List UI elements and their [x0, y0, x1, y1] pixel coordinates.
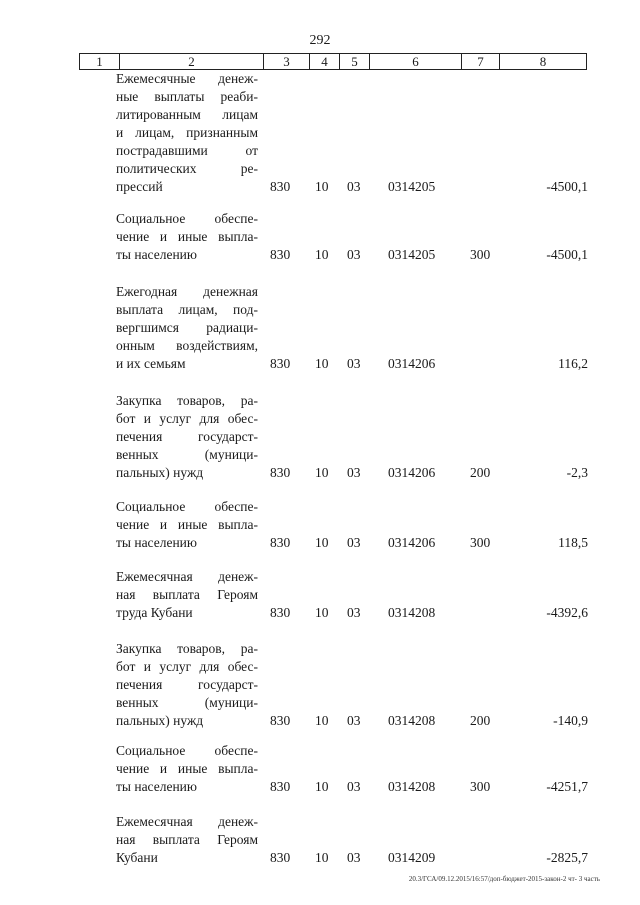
- page-number: 292: [309, 33, 331, 48]
- table-header-row: [79, 53, 587, 70]
- row-description: [116, 283, 258, 373]
- cell-col7: 300: [470, 535, 491, 550]
- header-cell-4: 4: [310, 54, 340, 69]
- cell-col5: 03: [347, 356, 361, 371]
- description-line: Ежемесячная денеж-: [116, 814, 258, 829]
- header-cell-6: 6: [370, 54, 462, 69]
- cell-col3: 830: [270, 779, 291, 794]
- cell-col5: 03: [347, 779, 361, 794]
- description-line: ная выплата Героям: [116, 832, 258, 847]
- description-line: Закупка товаров, ра-: [116, 393, 258, 408]
- cell-col3: 830: [270, 713, 291, 728]
- cell-col4: 10: [315, 605, 329, 620]
- row-description: [116, 640, 258, 730]
- cell-col6: 0314208: [388, 605, 436, 620]
- row-description: [116, 392, 258, 482]
- description-line: Закупка товаров, ра-: [116, 641, 258, 656]
- description-line: печения государст-: [116, 429, 258, 444]
- cell-col3: 830: [270, 465, 291, 480]
- row-description: [116, 813, 258, 867]
- row-description: [116, 742, 258, 796]
- cell-col3: 830: [270, 605, 291, 620]
- cell-col8: -4500,1: [546, 247, 588, 262]
- row-description: [116, 70, 258, 196]
- description-line: ты населению: [116, 779, 197, 794]
- description-line: Социальное обеспе-: [116, 211, 258, 226]
- description-line: пальных) нужд: [116, 465, 204, 480]
- cell-col8: -4251,7: [546, 779, 588, 794]
- cell-col3: 830: [270, 535, 291, 550]
- description-line: бот и услуг для обес-: [116, 411, 258, 426]
- description-line: онным воздействиям,: [116, 338, 258, 353]
- cell-col4: 10: [315, 535, 329, 550]
- description-line: венных (муници-: [116, 447, 258, 462]
- cell-col5: 03: [347, 465, 361, 480]
- description-line: пальных) нужд: [116, 713, 204, 728]
- description-line: труда Кубани: [116, 605, 193, 620]
- description-line: Кубани: [116, 850, 158, 865]
- description-line: и лицам, признанным: [116, 125, 258, 140]
- cell-col4: 10: [315, 713, 329, 728]
- description-line: чение и иные выпла-: [116, 517, 258, 532]
- cell-col3: 830: [270, 247, 291, 262]
- cell-col6: 0314208: [388, 713, 436, 728]
- cell-col4: 10: [315, 247, 329, 262]
- description-line: Ежемесячные денеж-: [116, 71, 258, 86]
- description-line: политических ре-: [116, 161, 258, 176]
- cell-col5: 03: [347, 605, 361, 620]
- description-line: чение и иные выпла-: [116, 761, 258, 776]
- description-line: Социальное обеспе-: [116, 743, 258, 758]
- cell-col3: 830: [270, 356, 291, 371]
- description-line: Ежемесячная денеж-: [116, 569, 258, 584]
- description-line: прессий: [116, 179, 163, 194]
- cell-col4: 10: [315, 779, 329, 794]
- cell-col4: 10: [315, 850, 329, 865]
- cell-col4: 10: [315, 356, 329, 371]
- cell-col6: 0314209: [388, 850, 436, 865]
- description-line: венных (муници-: [116, 695, 258, 710]
- cell-col4: 10: [315, 179, 329, 194]
- row-description: [116, 210, 258, 264]
- description-line: ты населению: [116, 247, 197, 262]
- cell-col7: 300: [470, 779, 491, 794]
- cell-col5: 03: [347, 179, 361, 194]
- footer-stamp: 20.3/ГСА/09.12.2015/16:57/доп-бюджет-2015-закон-2 чт- 3 часть: [408, 875, 600, 883]
- cell-col6: 0314205: [388, 179, 436, 194]
- description-line: печения государст-: [116, 677, 258, 692]
- cell-col3: 830: [270, 179, 291, 194]
- description-line: вергшимся радиаци-: [116, 320, 258, 335]
- header-cell-2: 2: [120, 54, 264, 69]
- header-cell-1: 1: [80, 54, 120, 69]
- description-line: ты населению: [116, 535, 197, 550]
- cell-col8: -2825,7: [546, 850, 588, 865]
- description-line: ные выплаты реаби-: [116, 89, 258, 104]
- cell-col8: -4392,6: [546, 605, 588, 620]
- description-line: чение и иные выпла-: [116, 229, 258, 244]
- description-line: Ежегодная денежная: [116, 284, 258, 299]
- cell-col8: -4500,1: [546, 179, 588, 194]
- description-line: литированным лицам: [116, 107, 258, 122]
- cell-col7: 200: [470, 713, 491, 728]
- header-cell-5: 5: [340, 54, 370, 69]
- cell-col3: 830: [270, 850, 291, 865]
- cell-col7: 300: [470, 247, 491, 262]
- cell-col8: 118,5: [558, 535, 588, 550]
- header-cell-3: 3: [264, 54, 310, 69]
- description-line: и их семьям: [116, 356, 186, 371]
- cell-col6: 0314208: [388, 779, 436, 794]
- cell-col4: 10: [315, 465, 329, 480]
- description-line: бот и услуг для обес-: [116, 659, 258, 674]
- header-cell-8: 8: [539, 54, 547, 69]
- header-cell-7: 7: [462, 54, 500, 69]
- cell-col6: 0314206: [388, 356, 436, 371]
- cell-col5: 03: [347, 535, 361, 550]
- cell-col7: 200: [470, 465, 491, 480]
- cell-col8: -140,9: [553, 713, 588, 728]
- cell-col8: 116,2: [558, 356, 588, 371]
- cell-col6: 0314205: [388, 247, 436, 262]
- row-description: [116, 568, 258, 622]
- cell-col8: -2,3: [566, 465, 588, 480]
- cell-col5: 03: [347, 713, 361, 728]
- description-line: ная выплата Героям: [116, 587, 258, 602]
- cell-col5: 03: [347, 247, 361, 262]
- description-line: пострадавшими от: [116, 143, 258, 158]
- description-line: выплата лицам, под-: [116, 302, 258, 317]
- cell-col6: 0314206: [388, 465, 436, 480]
- description-line: Социальное обеспе-: [116, 499, 258, 514]
- cell-col6: 0314206: [388, 535, 436, 550]
- cell-col5: 03: [347, 850, 361, 865]
- row-description: [116, 498, 258, 552]
